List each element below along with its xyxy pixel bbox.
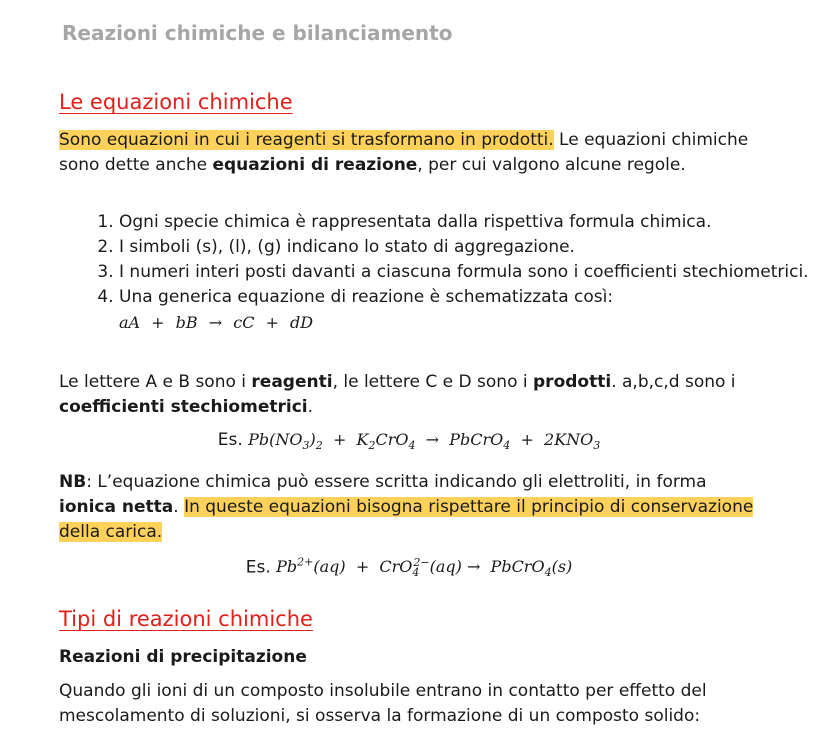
example-equation-2 bbox=[59, 556, 759, 580]
letters-bold-prodotti: prodotti bbox=[533, 372, 612, 392]
generic-equation: aA + bB → cC + dD bbox=[119, 313, 314, 332]
subheading-precipitazione: Reazioni di precipitazione bbox=[59, 647, 307, 667]
rule-item: 3. I numeri interi posti davanti a ciascuna formula sono i coefficienti stechiometrici. bbox=[119, 260, 819, 285]
equation-formula: $Pb(NO_3)_2 + K_2CrO_4$ → PbCrO$_4$ + $2KNO_3$ bbox=[248, 430, 601, 453]
section-heading-tipi-reazioni: Tipi di reazioni chimiche bbox=[59, 607, 313, 631]
rule-item-text: Una generica equazione di reazione è schematizzata così: bbox=[119, 287, 614, 307]
example-prefix: Es. bbox=[217, 430, 243, 450]
document-title: Reazioni chimiche e bilanciamento bbox=[62, 21, 453, 45]
rule-item: 2. I simboli (s), (l), (g) indicano lo stato di aggregazione. bbox=[119, 235, 819, 260]
letters-text: . a,b,c,d sono i bbox=[611, 372, 736, 392]
intro-text-1: Le equazioni chimiche sono dette anche bbox=[59, 130, 749, 175]
letters-text: Le lettere A e B sono i bbox=[59, 372, 252, 392]
nb-bold: ionica netta bbox=[59, 497, 174, 517]
letters-bold-reagenti: reagenti bbox=[251, 372, 333, 392]
precipitation-paragraph: Quando gli ioni di un composto insolubile entrano in contatto per effetto del mescolamento di soluzioni, si osserva la formazione di un composto solido: bbox=[59, 681, 707, 726]
letters-bold-coefficienti: coefficienti stechiometrici bbox=[59, 397, 308, 417]
rule-item bbox=[119, 285, 819, 336]
example-equation-1 bbox=[59, 430, 759, 452]
rules-list bbox=[59, 210, 819, 336]
section-heading-equazioni-chimiche: Le equazioni chimiche bbox=[59, 90, 293, 114]
intro-paragraph bbox=[59, 128, 759, 178]
nb-label: NB bbox=[59, 472, 87, 492]
nb-highlight: In queste equazioni bisogna rispettare il principio di conservazione della carica. bbox=[59, 497, 754, 542]
nb-paragraph bbox=[59, 470, 759, 545]
nb-text: : L’equazione chimica può essere scritta indicando gli elettroliti, in forma bbox=[86, 472, 707, 492]
letters-text: . bbox=[307, 397, 314, 417]
intro-bold: equazioni di reazione bbox=[212, 155, 418, 175]
nb-text: . bbox=[173, 497, 185, 517]
letters-paragraph bbox=[59, 370, 759, 420]
example-prefix: Es. bbox=[245, 557, 271, 578]
rule-item: 1. Ogni specie chimica è rappresentata dalla rispettiva formula chimica. bbox=[119, 210, 819, 235]
letters-text: , le lettere C e D sono i bbox=[332, 372, 534, 392]
ionic-equation-formula: $Pb^{2+}(aq) + CrO_4^{2-}(aq)$ → PbCrO$_4$(s) bbox=[276, 556, 573, 580]
intro-highlight: Sono equazioni in cui i reagenti si trasformano in prodotti. bbox=[59, 130, 554, 150]
intro-text-2: , per cui valgono alcune regole. bbox=[417, 155, 686, 175]
